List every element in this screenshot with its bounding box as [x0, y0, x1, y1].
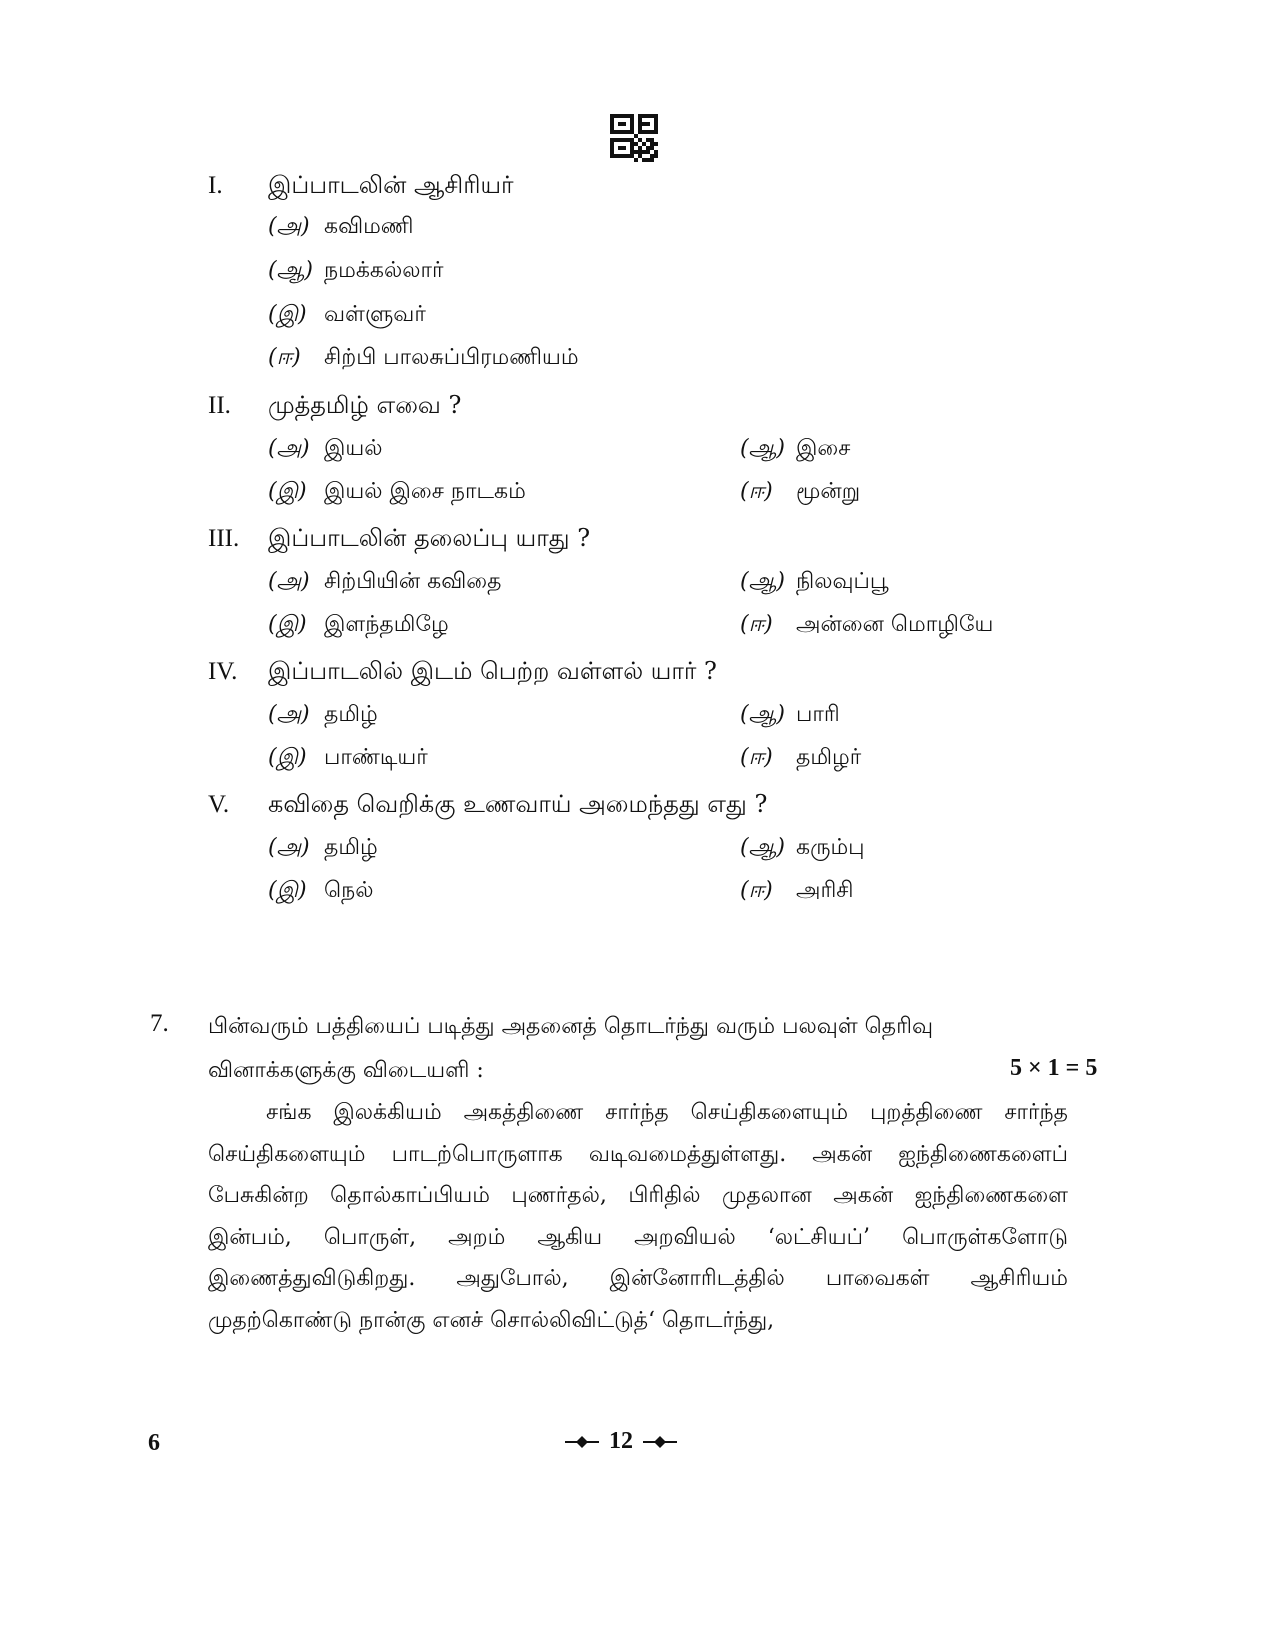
option-ii [740, 477, 860, 507]
question-number: IV. [208, 658, 238, 685]
option-text: சிற்பி பாலசுப்பிரமணியம் [324, 345, 579, 370]
passage-text: சங்க இலக்கியம் அகத்திணை சார்ந்த செய்திகளையும் புறத்திணை சார்ந்த செய்திகளையும் பாடற்பொருளாக வடிவமைத்துள்ளது. அகன் ஐந்திணைகளைப் பேசுகின்ற தொல்காப்பியம் புணர்தல், பிரிதில் முதலான அகன் ஐந்திணைகளை இன்பம், பொருள், அறம் ஆகிய அறவியல் ‘லட்சியப்’ பொருள்களோடு இணைத்துவிடுகிறது. அதுபோல், இன்னோரிடத்தில் பாவைகள் ஆசிரியம் முதற்கொண்டு நான்கு எனச் சொல்லிவிட்டுத்‘ தொடர்ந்து, [208, 1100, 1068, 1333]
option-text: கரும்பு [796, 835, 865, 860]
option-label: (ஈ) [740, 479, 773, 504]
option-label: (ஈ) [740, 612, 773, 637]
option-text: நெல் [324, 878, 374, 903]
option-label: (ஈ) [740, 745, 773, 770]
option-aa [740, 434, 850, 464]
marks-allotment: 5 × 1 = 5 [1010, 1055, 1098, 1081]
option-label: (ஈ) [268, 345, 301, 370]
qr-code [610, 114, 658, 162]
option-label: (அ) [268, 569, 310, 594]
option-aa [268, 256, 443, 286]
option-ii [740, 876, 854, 906]
page-number: 12 [609, 1428, 633, 1454]
question-text: இப்பாடலின் ஆசிரியர் [268, 171, 514, 199]
question-number: V. [208, 791, 230, 818]
footer-code: 6 [148, 1430, 160, 1456]
option-text: இளந்தமிழே [324, 612, 449, 637]
option-i [268, 477, 526, 507]
option-i [268, 610, 449, 640]
option-label: (ஆ) [740, 436, 785, 461]
option-label: (இ) [268, 745, 307, 770]
option-label: (ஆ) [740, 702, 785, 727]
option-text: தமிழ் [324, 835, 378, 860]
option-ii [268, 343, 579, 373]
option-label: (ஆ) [740, 835, 785, 860]
question-7-number: 7. [150, 1010, 169, 1037]
ornament-right-icon [643, 1435, 677, 1449]
question-7-text: பின்வரும் பத்தியைப் படித்து அதனைத் தொடர்ந்து வரும் பலவுள் தெரிவு வினாக்களுக்கு விடையளி : [208, 1014, 934, 1083]
option-i [268, 876, 374, 906]
option-text: சிற்பியின் கவிதை [324, 569, 502, 594]
question-4 [208, 656, 717, 687]
question-text: முத்தமிழ் எவை ? [268, 391, 462, 419]
question-2 [208, 390, 461, 421]
option-text: நமக்கல்லார் [324, 258, 444, 283]
option-a [268, 833, 378, 863]
option-text: கவிமணி [324, 214, 414, 239]
option-label: (இ) [268, 878, 307, 903]
option-text: பாண்டியர் [324, 745, 428, 770]
option-label: (ஆ) [740, 569, 785, 594]
option-label: (ஆ) [268, 258, 313, 283]
option-label: (இ) [268, 302, 307, 327]
option-text: அரிசி [796, 878, 854, 903]
option-text: இயல் [324, 436, 383, 461]
option-a [268, 700, 378, 730]
option-i [268, 300, 426, 330]
option-text: பாரி [796, 702, 840, 727]
question-number: III. [208, 525, 240, 552]
option-text: மூன்று [796, 479, 861, 504]
option-ii [740, 743, 861, 773]
option-label: (இ) [268, 612, 307, 637]
ornament-left-icon [565, 1435, 599, 1449]
option-label: (அ) [268, 702, 310, 727]
option-aa [740, 833, 865, 863]
option-a [268, 212, 414, 242]
option-label: (ஈ) [740, 878, 773, 903]
option-aa [740, 700, 840, 730]
question-number: I. [208, 172, 223, 199]
option-label: (இ) [268, 479, 307, 504]
option-a [268, 567, 501, 597]
option-text: தமிழர் [796, 745, 862, 770]
option-text: தமிழ் [324, 702, 378, 727]
option-text: இயல் இசை நாடகம் [324, 479, 526, 504]
option-text: வள்ளுவர் [324, 302, 426, 327]
option-label: (அ) [268, 214, 310, 239]
option-aa [740, 567, 889, 597]
option-ii [740, 610, 993, 640]
option-text: நிலவுப்பூ [796, 569, 889, 594]
option-text: இசை [796, 436, 851, 461]
question-1 [208, 170, 514, 201]
question-text: இப்பாடலில் இடம் பெற்ற வள்ளல் யார் ? [268, 657, 717, 685]
option-label: (அ) [268, 436, 310, 461]
page-number-block [565, 1428, 677, 1455]
passage [208, 1092, 1068, 1341]
option-text: அன்னை மொழியே [796, 612, 994, 637]
question-text: கவிதை வெறிக்கு உணவாய் அமைந்தது எது ? [268, 790, 768, 818]
option-i [268, 743, 428, 773]
question-5 [208, 789, 767, 820]
question-number: II. [208, 392, 231, 419]
option-label: (அ) [268, 835, 310, 860]
option-a [268, 434, 383, 464]
question-text: இப்பாடலின் தலைப்பு யாது ? [268, 524, 591, 552]
question-3 [208, 523, 590, 554]
